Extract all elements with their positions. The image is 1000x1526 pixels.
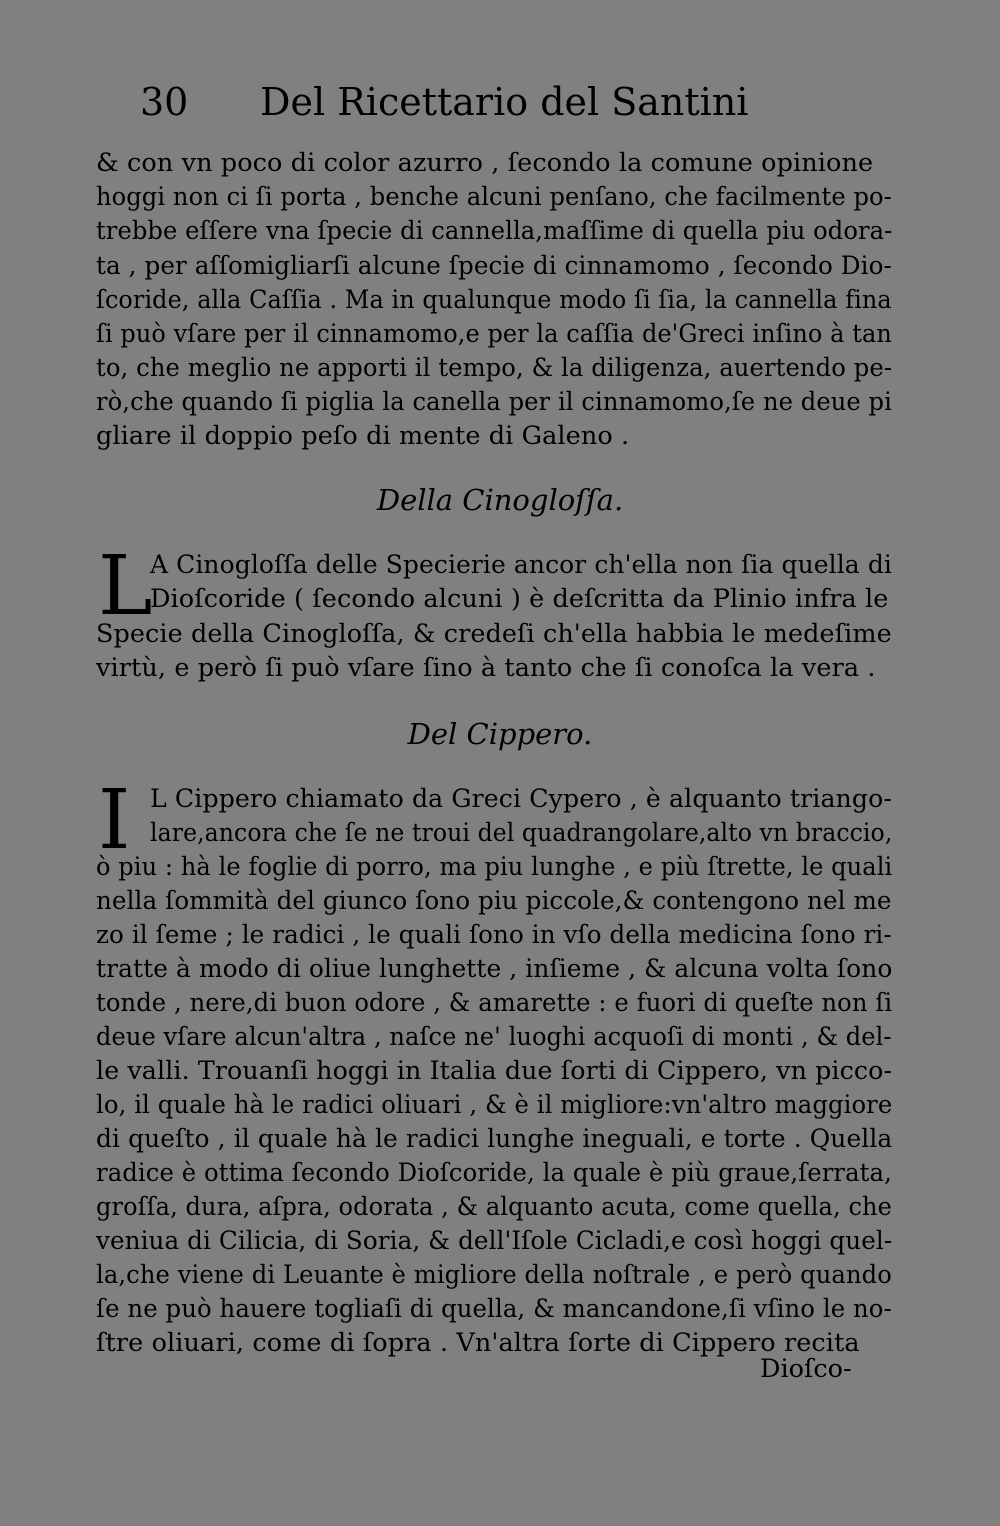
text-line: to, che meglio ne apporti il tempo, & la diligenza, auertendo pe- — [96, 353, 893, 383]
text-line: zo il ſeme ; le radici , le quali ſono in vſo della medicina ſono ri- — [96, 920, 892, 950]
text-line: ſi può vſare per il cinnamomo,e per la caſſia de'Greci inſino à tan — [96, 319, 892, 349]
page-number: 30 — [140, 80, 189, 124]
text-line: le valli. Trouanſi hoggi in Italia due ſorti di Cippero, vn picco- — [96, 1056, 893, 1086]
section-heading-cinoglossa: Della Cinogloſſa. — [376, 483, 624, 517]
text-line: gliare il doppio peſo di mente di Galeno . — [96, 421, 630, 451]
page-header — [140, 78, 760, 126]
text-line: deue vſare alcun'altra , naſce ne' luoghi acquoſi di monti , & del- — [96, 1022, 892, 1052]
text-line: trebbe eſſere vna ſpecie di cannella,maſſime di quella piu odora- — [96, 216, 893, 246]
text-line: ta , per aſſomigliarſi alcune ſpecie di cinnamomo , ſecondo Dio- — [96, 251, 892, 281]
text-line: Specie della Cinogloſſa, & credeſi ch'ella habbia le medeſime — [96, 619, 892, 649]
text-line: veniua di Cilicia, di Soria, & dell'Iſole Cicladi,e così hoggi quel- — [96, 1226, 893, 1256]
text-line: tonde , nere,di buon odore , & amarette : e fuori di queſte non ſi — [96, 988, 893, 1018]
text-line: nella ſommità del giunco ſono piu piccole,& contengono nel me — [96, 886, 892, 916]
text-line: ò piu : hà le foglie di porro, ma piu lunghe , e più ſtrette, le quali — [96, 852, 893, 882]
running-title: Del Ricettario del Santini — [260, 80, 749, 124]
text-line: lare,ancora che ſe ne troui del quadrangolare,alto vn braccio, — [150, 818, 893, 848]
text-line: radice è ottima ſecondo Dioſcoride, la quale è più graue,ſerrata, — [96, 1158, 892, 1188]
text-line: ſe ne può hauere togliaſi di quella, & mancandone,ſi vſino le no- — [96, 1294, 892, 1324]
text-line: L Cippero chiamato da Greci Cypero , è alquanto triango- — [150, 784, 893, 814]
text-line: rò,che quando ſi piglia la canella per il cinnamomo,ſe ne deue pi — [96, 387, 892, 417]
text-line: tratte à modo di oliue lunghette , inſieme , & alcuna volta ſono — [96, 954, 893, 984]
text-line: di queſto , il quale hà le radici lunghe ineguali, e torte . Quella — [96, 1124, 893, 1154]
text-line: & con vn poco di color azurro , ſecondo la comune opinione — [96, 148, 874, 178]
text-line: hoggi non ci ſi porta , benche alcuni penſano, che facilmente po- — [96, 182, 892, 212]
drop-cap: L — [98, 539, 153, 634]
text-line: lo, il quale hà le radici oliuari , & è il migliore:vn'altro maggiore — [96, 1090, 893, 1120]
text-line: groſſa, dura, aſpra, odorata , & alquanto acuta, come quella, che — [96, 1192, 892, 1222]
section-heading-cippero: Del Cippero. — [407, 717, 593, 751]
text-line: ſtre oliuari, come di ſopra . Vn'altra ſorte di Cippero recita — [96, 1328, 860, 1358]
text-line: Dioſcoride ( ſecondo alcuni ) è deſcritta da Plinio infra le — [150, 584, 889, 614]
text-line: ſcoride, alla Caſſia . Ma in qualunque modo ſi ſia, la cannella fina — [96, 285, 892, 315]
text-line: la,che viene di Leuante è migliore della noſtrale , e però quando — [96, 1260, 892, 1290]
drop-cap: I — [98, 773, 131, 868]
text-line: virtù, e però ſi può vſare ſino à tanto che ſi conoſca la vera . — [96, 653, 876, 683]
catchword: Dioſco- — [760, 1354, 852, 1384]
text-line: A Cinogloſſa delle Specierie ancor ch'ella non ſia quella di — [150, 550, 892, 580]
